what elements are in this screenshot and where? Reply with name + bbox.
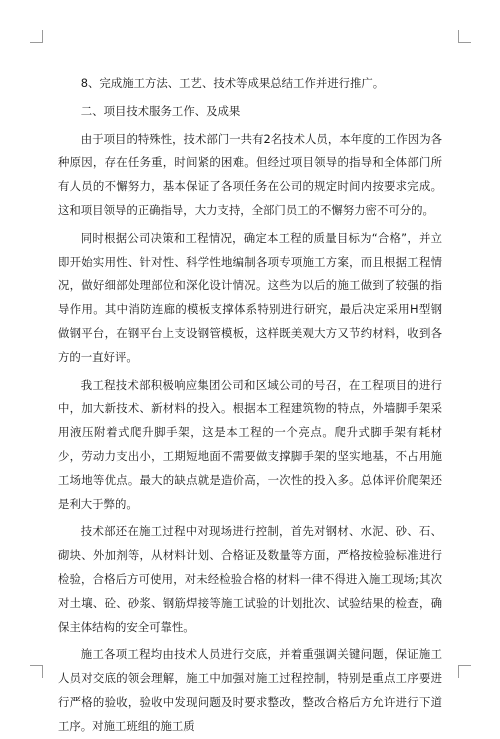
document-body xyxy=(58,72,442,739)
crop-mark-top-right xyxy=(458,30,471,43)
paragraph-item-8: 8、完成施工方法、工艺、技术等成果总结工作并进行推广。 xyxy=(80,76,385,90)
crop-mark-top-left xyxy=(30,30,43,43)
paragraph-site-control: 技术部还在施工过程中对现场进行控制，首先对钢材、水泥、砂、石、砌块、外加剂等，从材料计划、合格证及数量等方面，严格按检验标准进行检验，合格后方可使用，对未经检验合格的材料一律不得进入施工现场;其次对土壤、砼、砂浆、钢筋焊接等施工试验的计划批次、试验结果的检查，确保主体结构的安全可靠性。 xyxy=(58,524,442,634)
paragraph-new-technology: 我工程技术部积极响应集团公司和区域公司的号召，在工程项目的进行中，加大新技术、新材料的投入。根据本工程建筑物的特点，外墙脚手架采用液压附着式爬升脚手架，这是本工程的一个亮点。爬升式脚手架有耗材少，劳动力支出小，工期短地面不需要做支撑脚手架的坚实地基，不占用施工场地等优点。最大的缺点就是造价高，一次性的投入多。总体评价爬架还是利大于弊的。 xyxy=(58,377,442,511)
section-heading: 二、项目技术服务工作、及成果 xyxy=(80,103,241,118)
paragraph-team-work: 由于项目的特殊性，技术部门一共有2名技术人员，本年度的工作因为各种原因，存在任务重，时间紧的困难。但经过项目领导的指导和全体部门所有人员的不懈努力，基本保证了各项任务在公司的规定时间内按要求完成。这和项目领导的正确指导，大力支持，全部门员工的不懈努力密不可分的。 xyxy=(58,131,442,217)
crop-mark-bottom-left xyxy=(30,665,43,678)
paragraph-technical-briefing: 施工各项工程均由技术人员进行交底，并着重强调关键问题，保证施工人员对交底的领会理解，施工中加强对施工过程控制，特别是重点工序要进行严格的验收，验收中发现问题及时要求整改，整改合格后方允许进行下道工序。对施工班组的施工质 xyxy=(58,647,442,733)
crop-mark-bottom-right xyxy=(458,665,471,678)
paragraph-quality-target: 同时根据公司决策和工程情况，确定本工程的质量目标为“合格”，并立即开始实用性、针对性、科学性地编制各项专项施工方案，而且根据工程情况，做好细部处理部位和深化设计情况。这些为以后的施工做到了较强的指导作用。其中消防连廊的模板支撑体系特别进行研究，最后决定采用H型钢做钢平台，在钢平台上支设钢管模板，这样既美观大方又节约材料，收到各方的一直好评。 xyxy=(58,230,442,364)
